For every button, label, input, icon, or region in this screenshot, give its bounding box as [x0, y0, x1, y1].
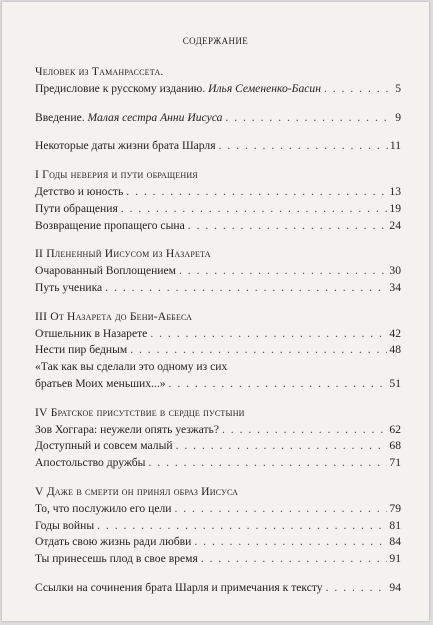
toc-section — [35, 484, 401, 568]
page-title: содержание — [182, 32, 249, 47]
page-number: 5 — [395, 81, 401, 95]
toc-entry — [35, 455, 401, 472]
toc-section — [35, 138, 401, 155]
chapter-title: Человек из Таманрассета. — [35, 65, 164, 78]
toc-entry — [35, 218, 401, 235]
dot-leader — [194, 534, 387, 551]
page-number: 11 — [389, 139, 401, 153]
chapter-title: Даже в смерти он принял образ Иисуса — [46, 484, 239, 498]
entry-title: Предисловие к русскому изданию. — [35, 81, 209, 95]
chapter-heading-text — [35, 484, 238, 501]
entry-title: Годы войны — [35, 518, 95, 532]
toc-section — [35, 309, 401, 393]
page-number: 84 — [389, 535, 401, 549]
toc-entry — [35, 263, 401, 280]
book-page — [2, 2, 429, 621]
entry-label — [35, 580, 323, 597]
entry-title: Отшельник в Назарете — [35, 326, 148, 340]
entry-label — [35, 184, 123, 201]
toc-entry — [35, 376, 401, 393]
chapter-heading — [35, 246, 401, 263]
page-number: 34 — [389, 280, 401, 294]
entry-title: братьев Моих меньших...» — [35, 376, 166, 390]
chapter-title: От Назарета до Бени-Аббеса — [50, 309, 193, 323]
toc-text-line — [35, 359, 401, 376]
entry-title: Нести пир бедным — [35, 343, 128, 357]
chapter-heading — [35, 309, 401, 326]
chapter-heading-text — [35, 64, 164, 81]
entry-title: Отдать свою жизнь ради любви — [35, 535, 192, 549]
entry-title: Ты принесешь плод в свое время — [35, 552, 198, 566]
dot-leader — [150, 326, 387, 343]
entry-title: Детство и юность — [35, 184, 124, 198]
entry-label — [35, 455, 145, 472]
page-number: 30 — [389, 264, 401, 278]
entry-label — [35, 551, 198, 568]
entry-label — [35, 280, 102, 297]
toc-entry — [35, 110, 401, 127]
entry-title: Возвращение пропащего сына — [35, 218, 185, 232]
dot-leader — [148, 455, 387, 472]
entry-title: Введение. — [35, 110, 88, 124]
entry-title: «Так как вы сделали это одному из сих — [35, 360, 228, 374]
chapter-number: I — [35, 168, 40, 182]
dot-leader — [97, 518, 387, 535]
toc-entry — [35, 201, 401, 218]
dot-leader — [176, 438, 388, 455]
dot-leader — [326, 580, 388, 597]
dot-leader — [219, 138, 388, 155]
dot-leader — [179, 263, 387, 280]
entry-label — [35, 342, 127, 359]
toc-entry — [35, 551, 401, 568]
chapter-heading — [35, 405, 401, 422]
chapter-heading — [35, 167, 401, 184]
entry-title: Доступный и совсем малый — [35, 439, 173, 453]
entry-label — [35, 201, 118, 218]
entry-label — [35, 326, 147, 343]
page-number: 13 — [389, 184, 401, 198]
toc-entry — [35, 184, 401, 201]
chapter-number: II — [35, 247, 44, 261]
entry-label — [35, 422, 219, 439]
toc-entry — [35, 518, 401, 535]
dot-leader — [126, 184, 387, 201]
page-number: 79 — [389, 501, 401, 515]
page-number: 9 — [395, 110, 401, 124]
toc-section — [35, 64, 401, 98]
entry-title: Некоторые даты жизни брата Шарля — [35, 139, 216, 153]
chapter-number: III — [35, 309, 48, 323]
chapter-number: V — [35, 484, 44, 498]
toc-entry — [35, 326, 401, 343]
entry-title: То, что послужило его цели — [35, 501, 172, 515]
entry-author: Малая сестра Анни Иисуса — [87, 110, 223, 124]
toc-entry — [35, 580, 401, 597]
toc-section — [35, 246, 401, 296]
entry-title: Очарованный Воплощением — [35, 264, 176, 278]
entry-label — [35, 534, 191, 551]
toc-section — [35, 580, 401, 597]
entry-title: Путь ученика — [35, 280, 103, 294]
toc-entry — [35, 534, 401, 551]
page-number: 68 — [389, 439, 401, 453]
chapter-heading — [35, 64, 401, 81]
table-of-contents — [35, 64, 401, 597]
chapter-title: Братское присутствие в сердце пустыни — [50, 405, 245, 419]
dot-leader — [201, 551, 388, 568]
entry-label — [35, 218, 185, 235]
dot-leader — [105, 280, 387, 297]
page-number: 48 — [389, 343, 401, 357]
chapter-heading — [35, 484, 401, 501]
entry-label — [35, 376, 166, 393]
entry-label — [35, 438, 173, 455]
page-number: 91 — [389, 552, 401, 566]
toc-entry — [35, 438, 401, 455]
dot-leader — [174, 501, 387, 518]
toc-section — [35, 167, 401, 234]
toc-entry — [35, 280, 401, 297]
entry-label — [35, 81, 321, 98]
entry-label — [35, 518, 94, 535]
toc-entry — [35, 422, 401, 439]
page-number: 94 — [389, 580, 401, 594]
toc-entry — [35, 342, 401, 359]
page-number: 81 — [389, 518, 401, 532]
chapter-title: Плененный Иисусом из Назарета — [46, 247, 211, 261]
toc-section — [35, 110, 401, 127]
dot-leader — [324, 81, 393, 98]
chapter-number: IV — [35, 405, 48, 419]
dot-leader — [188, 218, 388, 235]
entry-label — [35, 138, 216, 155]
entry-title: Ссылки на сочинения брата Шарля и примечания к тексту — [35, 580, 323, 594]
toc-entry — [35, 138, 401, 155]
chapter-title: Годы неверия и пути обращения — [42, 168, 198, 182]
dot-leader — [222, 422, 387, 439]
entry-title: Пути обращения — [35, 201, 118, 215]
chapter-heading-text — [35, 309, 192, 326]
chapter-heading-text — [35, 167, 198, 184]
page-number: 19 — [389, 201, 401, 215]
page-number: 42 — [389, 326, 401, 340]
page-number: 71 — [389, 456, 401, 470]
toc-section — [35, 405, 401, 472]
entry-label — [35, 110, 222, 127]
chapter-heading-text — [35, 246, 211, 263]
entry-label — [35, 263, 176, 280]
dot-leader — [130, 342, 387, 359]
toc-entry — [35, 501, 401, 518]
dot-leader — [121, 201, 388, 218]
page-number: 24 — [389, 218, 401, 232]
dot-leader — [169, 376, 388, 393]
entry-title: Апостольство дружбы — [35, 456, 146, 470]
page-number: 62 — [389, 422, 401, 436]
toc-entry — [35, 81, 401, 98]
dot-leader — [225, 110, 393, 127]
entry-label — [35, 501, 171, 518]
page-number: 51 — [389, 376, 401, 390]
entry-author: Илья Семененко-Басин — [208, 81, 321, 95]
chapter-heading-text — [35, 405, 245, 422]
entry-title: Зов Хоггара: неужели опять уезжать? — [35, 422, 219, 436]
